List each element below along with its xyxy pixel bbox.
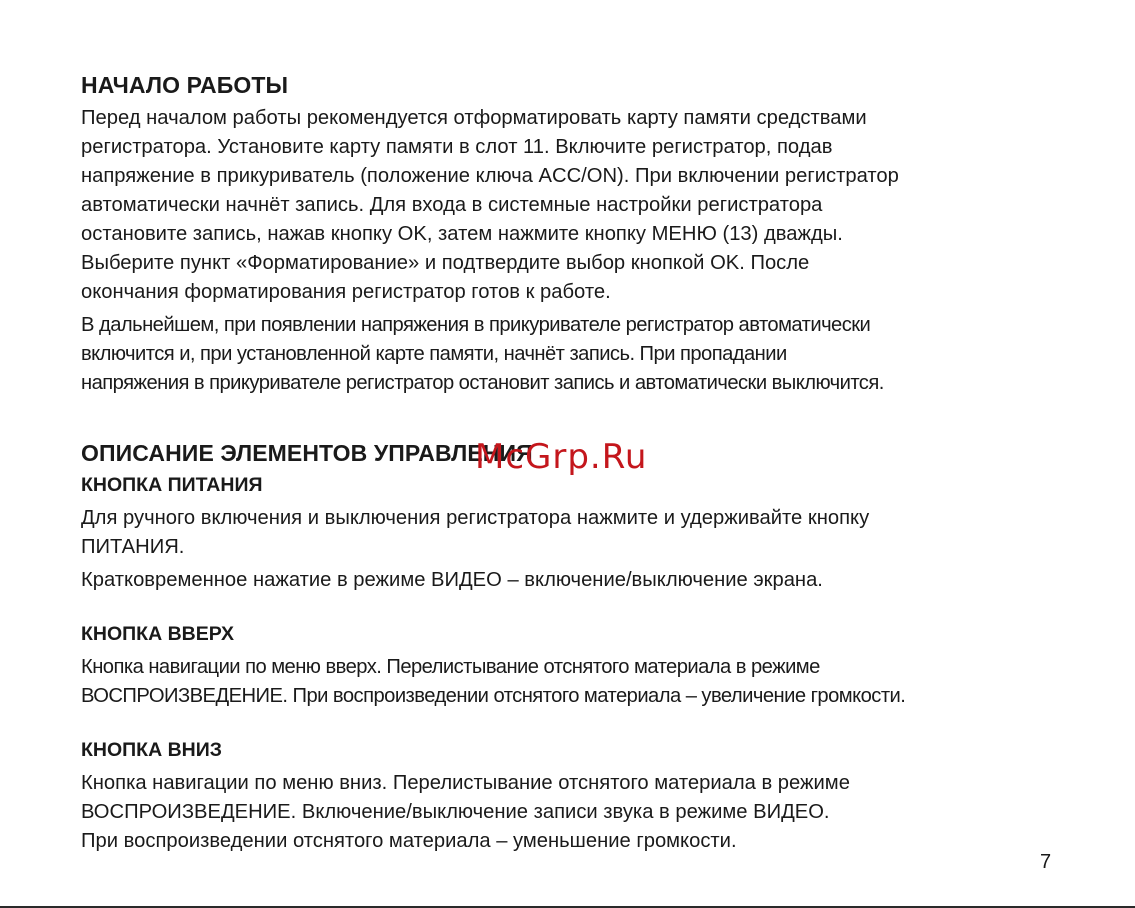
getting-started-paragraph-2 (81, 311, 1091, 398)
text-line: При воспроизведении отснятого материала – уменьшение громкости. (81, 830, 737, 852)
text-line: напряжения в прикуривателе регистратор остановит запись и автоматически выключится. (81, 372, 884, 394)
power-button-paragraph-2 (81, 566, 1091, 595)
text-line: Кнопка навигации по меню вниз. Перелистывание отснятого материала в режиме (81, 772, 850, 794)
page-number: 7 (1040, 851, 1052, 873)
text-line: напряжение в прикуриватель (положение ключа ACC/ON). При включении регистратор (81, 165, 899, 187)
up-button-paragraph (81, 653, 1091, 711)
getting-started-paragraph-1 (81, 104, 1091, 307)
watermark: McGrp.Ru (475, 437, 648, 477)
text-line: остановите запись, нажав кнопку OK, затем нажмите кнопку МЕНЮ (13) дважды. (81, 223, 843, 245)
text-line: Кратковременное нажатие в режиме ВИДЕО – включение/выключение экрана. (81, 569, 823, 591)
section-title-getting-started: НАЧАЛО РАБОТЫ (81, 72, 289, 98)
text-line: ПИТАНИЯ. (81, 536, 185, 558)
power-button-paragraph-1 (81, 504, 1091, 562)
down-button-paragraph (81, 769, 1091, 856)
text-line: ВОСПРОИЗВЕДЕНИЕ. При воспроизведении отснятого материала – увеличение громкости. (81, 685, 906, 707)
text-line: Для ручного включения и выключения регистратора нажмите и удерживайте кнопку (81, 507, 870, 529)
subsection-title-down-button: КНОПКА ВНИЗ (81, 739, 222, 761)
text-line: В дальнейшем, при появлении напряжения в прикуривателе регистратор автоматически (81, 314, 871, 336)
text-line: Выберите пункт «Форматирование» и подтвердите выбор кнопкой OK. После (81, 252, 810, 274)
text-line: Перед началом работы рекомендуется отформатировать карту памяти средствами (81, 107, 867, 129)
text-line: автоматически начнёт запись. Для входа в системные настройки регистратора (81, 194, 823, 216)
subsection-title-power-button: КНОПКА ПИТАНИЯ (81, 474, 263, 496)
text-line: Кнопка навигации по меню вверх. Перелистывание отснятого материала в режиме (81, 656, 820, 678)
text-line: регистратора. Установите карту памяти в слот 11. Включите регистратор, подав (81, 136, 833, 158)
text-line: ВОСПРОИЗВЕДЕНИЕ. Включение/выключение записи звука в режиме ВИДЕО. (81, 801, 830, 823)
subsection-title-up-button: КНОПКА ВВЕРХ (81, 623, 235, 645)
text-line: включится и, при установленной карте памяти, начнёт запись. При пропадании (81, 343, 787, 365)
text-line: окончания форматирования регистратор готов к работе. (81, 281, 611, 303)
section-title-controls: ОПИСАНИЕ ЭЛЕМЕНТОВ УПРАВЛЕНИЯ (81, 440, 533, 466)
